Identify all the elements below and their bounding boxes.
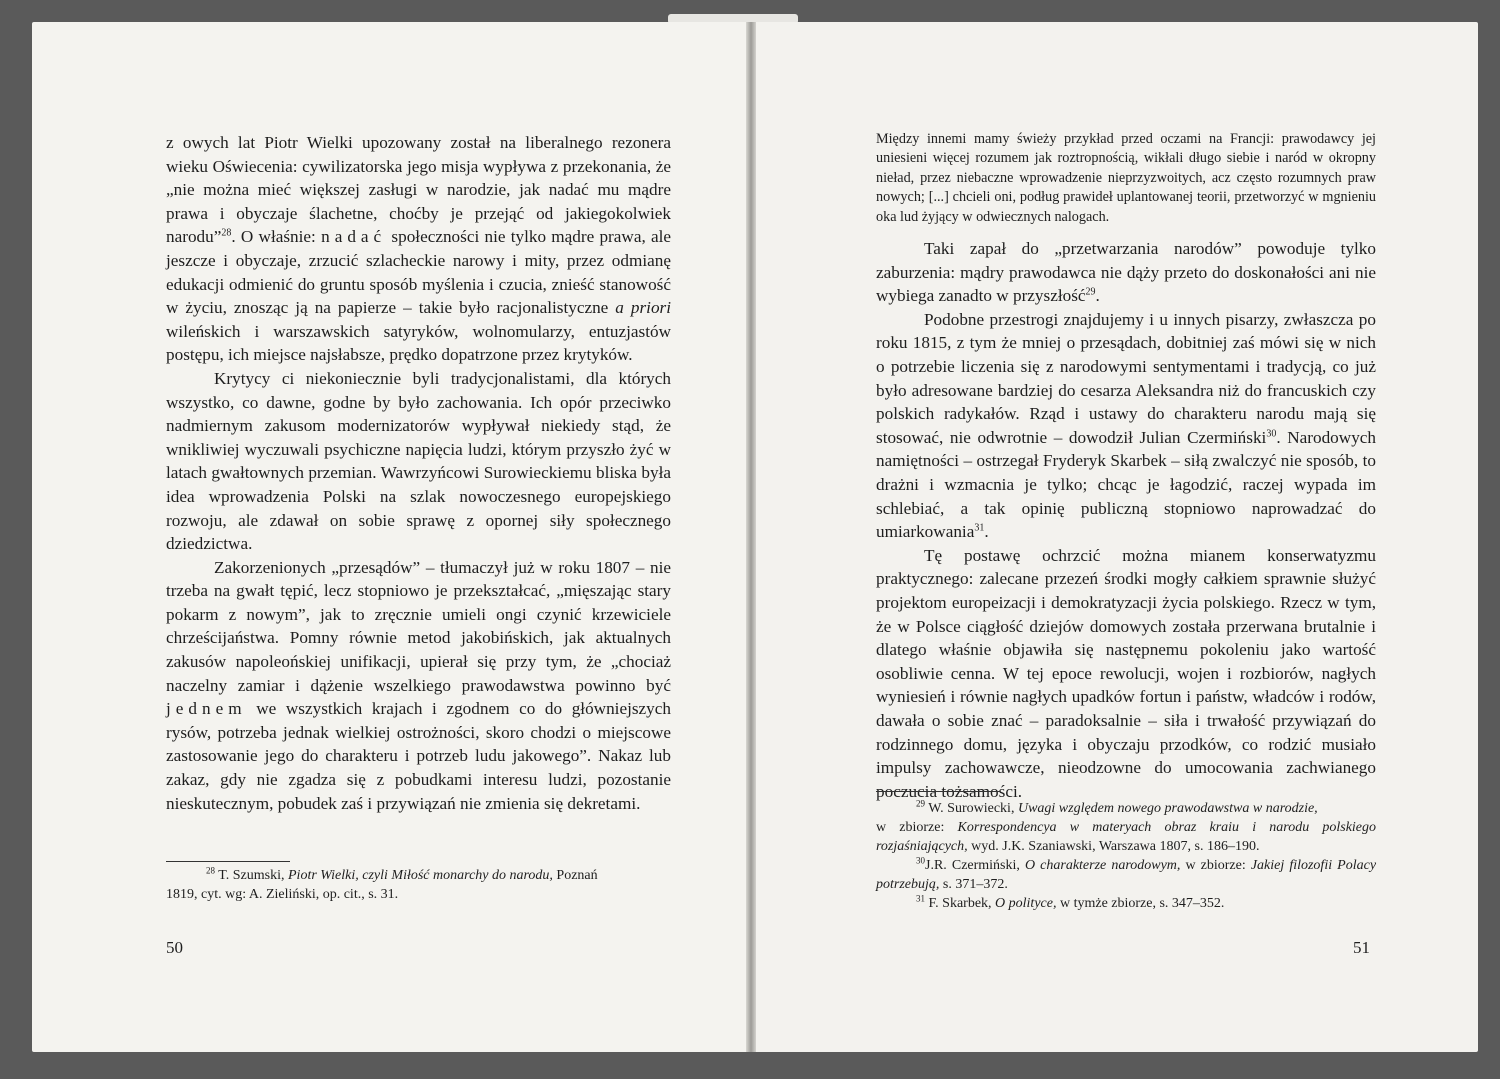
footnote-mark-28: 28 <box>221 227 232 239</box>
right-page <box>756 22 1478 1052</box>
paragraph: Zakorzenionych „przesądów” – tłumaczył już w roku 1807 – nie trzeba na gwałt tępić, lecz stopniowo je przekształcać, „mięszając stary pokarm z nowym”, jak to zręcznie umieli ongi czynić krzewiciele chrześcijaństwa. Pomny równie metod jakobińskich, jak aktualnych zakusów napoleońskiej unifikacji, upierał się przy tym, że „chociaż naczelny zamiar i dążenie wszelkiego prawodawstwa powinno być jednem we wszystkich krajach i zgodnem co do główniejszych rysów, potrzeba jednak wielkiej ostrożności, skoro chodzi o miejscowe zastosowanie jego do charakteru i potrzeb ludu jakowego”. Nakaz lub zakaz, gdy nie zgadza się z pobudkami interesu ludzi, pozostanie nieskutecznym, pobudek zaś i przywiązań nie zmienia się dekretami. <box>166 557 671 813</box>
page-number: 50 <box>166 938 183 957</box>
footnote-rule <box>876 791 1000 792</box>
left-page <box>32 22 746 1052</box>
paragraph: Krytycy ci niekoniecznie byli tradycjonalistami, dla których wszystko, co dawne, godne by było zachowania. Ich opór przeciwko nadmiernym zakusom modernizatorów wypływał niekiedy stąd, że wnikliwiej wyczuwali psychiczne napięcia ludzi, którym przyszło żyć w latach gwałtownych przemian. Wawrzyńcowi Surowieckiemu bliska była idea wprowadzenia Polski na szlak nowoczesnego europejskiego rozwoju, ale zdawał on sobie sprawę z opornej siły społecznego dziedzictwa. <box>166 368 671 554</box>
book-gutter <box>746 22 756 1052</box>
paragraph: Tę postawę ochrzcić można mianem konserwatyzmu praktycznego: zalecane przezeń środki mogły całkiem sprawnie służyć projektom europeizacji i demokratyzacji życia polskiego. Rzecz w tym, że w Polsce ciągłość dziejów domowych została przerwana brutalnie i dlatego właśnie objawiła się następnemu pokoleniu jako wartość osobliwie cenna. W tej epoce rewolucji, wojen i rozbiorów, nagłych wyniesień i równie nagłych upadków fortun i państw, władców i rodów, dawała o sobie znać – paradoksalnie – siła i trwałość przywiązań do rodzinnego domu, języka i obyczaju przodków, co rodzić musiało impulsy zachowawcze, nieodzowne do umocowania zachwianego poczucia tożsamości. <box>876 545 1376 801</box>
left-page-body <box>166 131 671 815</box>
paragraph: z owych lat Piotr Wielki upozowany został na liberalnego rezonera wieku Oświecenia: cywilizatorska jego misja wypływa z przekonania, że „nie można mieć większej zasługi w narodzie, jak nadać mu mądre prawa i obyczaje ślachetne, choćby je przejąć od jakiegokolwiek narodu”$^{28}$. O właśnie: nadać społeczności nie tylko mądre prawa, ale jeszcze i obyczaje, zrzucić szlacheckie narowy i mity, przez odmianę edukacji odmienić do gruntu sposób myślenia i czucia, znieść stanowość w życiu, znosząc ją na papierze – takie było racjonalistyczne a priori wileńskich i warszawskich satyryków, wolnomularzy, entuzjastów postępu, ich miejsce najsłabsze, prędko dopatrzone przez krytyków. <box>166 133 672 365</box>
paragraph: Podobne przestrogi znajdujemy i u innych pisarzy, zwłaszcza po roku 1815, z tym że mniej o przesądach, dobitniej zaś mówi się w nich o potrzebie liczenia się z narodowymi sentymentami i tradycją, co już było adresowane bardziej do cesarza Aleksandra niż do francuskich czy polskich radykałów. Rząd i ustawy do charakteru narodu mają się stosować, nie odwrotnie – dowodził Julian Czermiński$^{30}$. Narodowych namiętności – ostrzegał Fryderyk Skarbek – siłą zwalczyć nie sposób, to drażni i wzmacnia je tylko; chcąc je łagodzić, raczej wypada im schlebiać, a tak opinię publiczną stopniowo naprowadzać do umiarkowania$^{31}$. <box>876 309 1377 542</box>
block-quote: Między innemi mamy świeży przykład przed oczami na Francji: prawodawcy jej uniesieni więcej rozumem jak roztropnością, wikłali długo siebie i naród w okropny nieład, przez niebaczne wprowadzenie nieprzyzwoitych, acz często rozumnych praw nowych; [...] chcieli oni, podług prawideł uplantowanej teorii, przetworzyć w mgnieniu oka lud żyjący w odwiecznych nalogach. <box>876 131 1376 225</box>
footnote-mark-29: 29 <box>1085 286 1096 298</box>
footnote-29: $^{29}$ W. Surowiecki, Uwagi względem nowego prawodawstwa w narodzie, w zbiorze: Korrespondencya w materyach obraz kraiu i narodu polskiego rozjaśniających, wyd. J.K. Szaniawski, Warszawa 1807, s. 186–190. <box>876 798 1377 854</box>
spaced-word: jednem <box>166 699 247 719</box>
footnote-28: $^{28}$ T. Szumski, Piotr Wielki, czyli Miłość monarchy do narodu, Poznań 1819, cyt. wg: A. Zieliński, op. cit., s. 31. <box>166 865 598 902</box>
book-spread <box>32 22 1478 1052</box>
footnote-mark-30: 30 <box>1266 428 1277 440</box>
page-number: 51 <box>1353 938 1370 957</box>
paragraph: Taki zapał do „przetwarzania narodów” powoduje tylko zaburzenia: mądry prawodawca nie dąży przeto do doskonałości ani nie wybiega zanadto w przyszłość$^{29}$. <box>876 239 1376 306</box>
footnote-31: $^{31}$ F. Skarbek, O polityce, w tymże zbiorze, s. 347–352. <box>916 893 1225 911</box>
right-page-body <box>876 130 1376 803</box>
italic-term: a priori <box>615 298 671 318</box>
footnotes <box>876 799 1376 913</box>
footnote-rule <box>166 861 290 862</box>
footnote-30: $^{30}$J.R. Czermiński, O charakterze narodowym, w zbiorze: Jakiej filozofii Polacy potrzebują, s. 371–372. <box>876 855 1377 892</box>
spaced-word: nadać <box>321 227 387 247</box>
footnote-mark-31: 31 <box>974 522 985 534</box>
